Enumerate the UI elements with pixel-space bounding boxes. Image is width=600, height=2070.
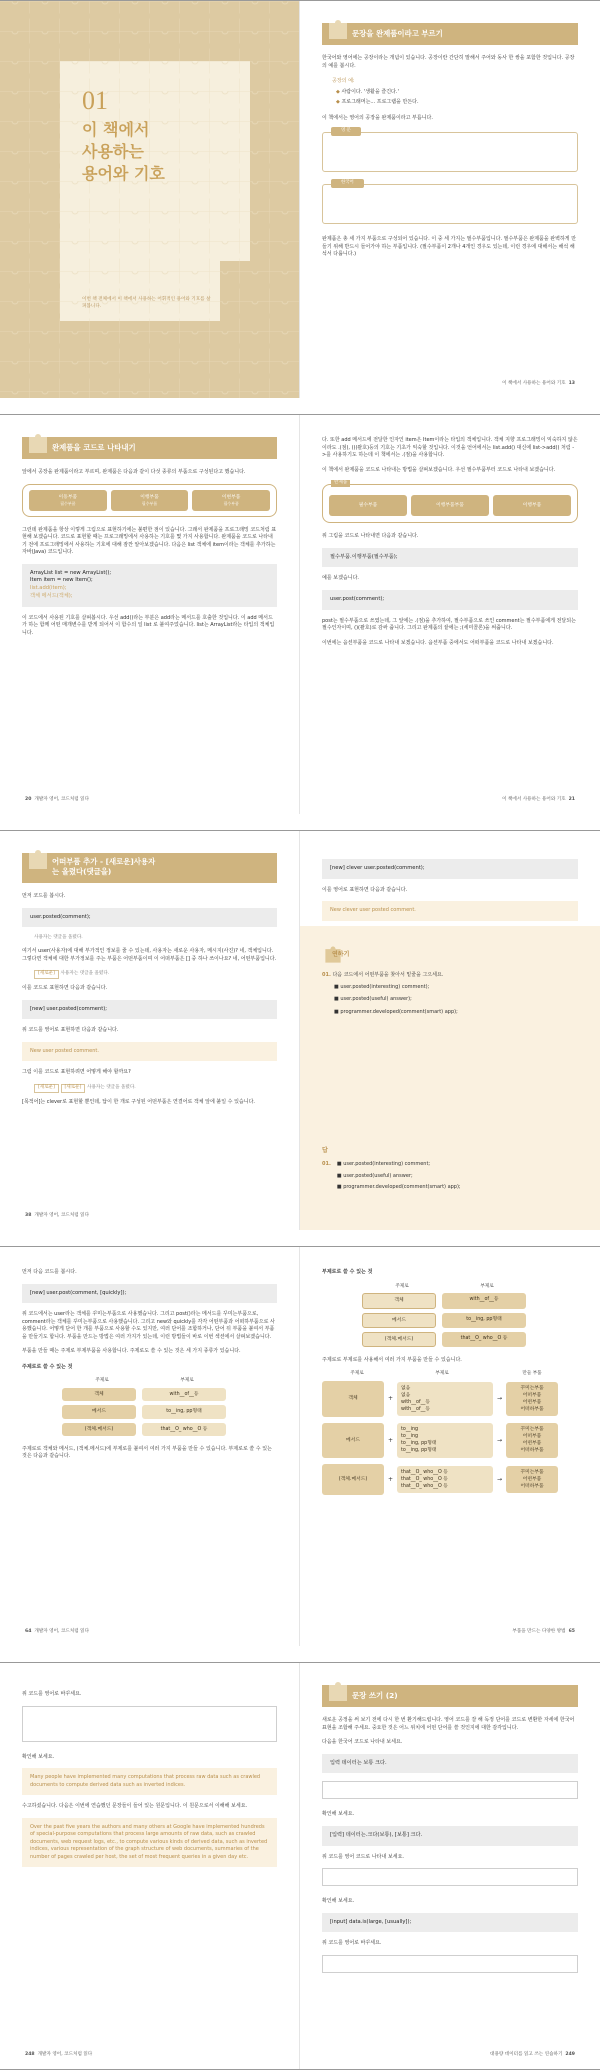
code-block: [input] data.is(large, [usually]); <box>322 1913 578 1933</box>
list-item: ■ user.posted(interesting) comment; <box>336 1161 431 1167</box>
paragraph: 앞에서 공장을 완제품이라고 부르며, 완제품은 다음과 같이 다섯 종류의 부품으로 구성된다고 했습니다. <box>22 469 246 475</box>
square-bullet-icon: ■ <box>336 1161 344 1167</box>
answer-heading: 답 <box>322 1147 328 1154</box>
table-row: 객체 with__of__등 <box>362 1293 532 1308</box>
code-note: 사용자는 댓글을 올렸다. <box>34 935 83 941</box>
page-13 <box>300 1 600 398</box>
bullet-icon: ◆ <box>336 99 342 105</box>
output-block: New clever user posted comment. <box>322 901 578 921</box>
spread-5 <box>0 1662 600 2070</box>
list-item: ■ programmer.developed(comment(smart) app); <box>336 1184 461 1190</box>
arrow-icon: → <box>497 1475 503 1483</box>
code-block: user.posted(comment); <box>22 908 277 928</box>
chapter-title-line-3: 용어와 기호 <box>82 164 165 183</box>
part-chip: 이행부품 필수부품 <box>111 490 189 511</box>
answer-list <box>337 1161 461 1192</box>
square-bullet-icon: ■ <box>336 1172 344 1179</box>
korean-box <box>322 180 578 224</box>
page-20 <box>0 415 300 814</box>
parts-table: 주제로 부제로 객체 with__of__등 메서드 to__ing, pp형태 (객체.메서드) that__O_ who__O 등 <box>62 1378 232 1435</box>
paragraph: 주제로로 객체와 메서드, (객체.메서드)에 부제로를 붙여서 여러 가지 부품을 만들 수 있습니다. 부제로로 쓸 수 있는 것은 다음과 같습니다. <box>22 1445 272 1460</box>
paragraph: 부품을 만들 때는 주제로 부제부품을 사용합니다. 주제로도 쓸 수 있는 것은 세 가지 종류가 있습니다. <box>22 1348 241 1355</box>
paragraph: 먼저 다음 코드를 봅시다. <box>22 1269 77 1275</box>
code-block: user.post(comment); <box>322 590 578 610</box>
combination-table: 주제로 부제로 만들 부품 객체 + 없음 없음 with__of__등 with__of__등 → 꾸미는부품 어떠부품 어떤부품 어떠하부품 메서드 + to__ing to__ing to__ing, pp형태 to__ing, pp형태 → 꾸미는부품 어떠부품 어떤부품 어떠하부품 (객체.메서드) + that__O_ who__O 등 that__O_ who__O 등 that__O_ who__O 등 → 꾸미는부품 어떤부품 어떠하부품 <box>322 1371 578 1494</box>
paragraph: 확인해 보세요. <box>322 1811 355 1818</box>
parts-diagram <box>322 480 578 523</box>
table-row: 메서드 to__ing, pp형태 <box>362 1313 532 1328</box>
spread-1 <box>0 0 600 398</box>
section-title: 문장을 완제품이라고 부르기 <box>352 29 443 38</box>
paragraph: 예를 보겠습니다. <box>322 575 359 582</box>
table-row: 객체 + 없음 없음 with__of__등 with__of__등 → 꾸미는부품 어떠부품 어떤부품 어떠하부품 <box>322 1381 578 1416</box>
list-item: ■ user.posted(useful) answer); <box>334 996 412 1002</box>
paragraph: 새로운 공정을 써 보기 전에 다시 한 번 환기해드립니다. 영어 코드를 잘 해 독정 단어를 코드로 변환한 자세에 한국어 표현을 조합해 주세요. 중요한 것은 어느 위치에 어떤 단어를 쓸 것인지에 대한 감각입니다. <box>322 1717 575 1731</box>
page-footer: 64 개발자 영어, 코드처럼 읽다 <box>25 1629 90 1635</box>
practice-panel: 연하기 01. 다음 코드에서 어떤부품을 찾아서 밑줄을 그으세요. ■ user.posted(interesting) comment); ■ user.posted(useful) answer); ■ programmer.developed(comment(smart) app); 답 01. ■ user.posted(interesting) comment; ■ user.posted(useful) answer; ■ programmer.developed(comment(smart) app); <box>300 926 600 1230</box>
paragraph: 위 코드를 영어로 바꾸세요. <box>22 1691 82 1697</box>
square-bullet-icon: ■ <box>334 996 341 1002</box>
tag: [새로운] <box>34 970 59 979</box>
puzzle-icon <box>25 847 51 873</box>
table-row: 메서드 to__ing, pp형태 <box>62 1405 232 1418</box>
paragraph: 위 코드를 영어로 바꾸세요. <box>322 1940 382 1947</box>
paragraph: 확인해 보세요. <box>22 1753 55 1760</box>
output-block: Over the past five years the authors and many others at Google have implemented hundreds of special-purpose computations that process large amounts of raw data, such as crawled documents, web request logs, etc., to compute various kinds of derived data, such as inverted indices, various representation of the graph structure of web documents, summaries of the number of pages crawled per host, the set of most frequent queries in a given day etc. <box>22 1818 277 1868</box>
code-block: 입력 데이터는 보통 크다. <box>322 1754 578 1774</box>
spread-3 <box>0 830 600 1230</box>
answer-box[interactable] <box>322 1781 578 1799</box>
page-footer: 이 책에서 사용하는 용어와 기호 13 <box>502 381 575 387</box>
code-block: 필수부품.이행부품(필수부품); <box>322 548 578 568</box>
page-21 <box>300 415 600 814</box>
code-block: [입력] 데이터는.크다(보통), [보통] 크다. <box>322 1826 578 1846</box>
puzzle-icon <box>25 431 51 457</box>
page-footer: 248 개발자 영어, 코드처럼 읽다 <box>25 2052 93 2058</box>
paragraph: 위 그림을 코드로 나타내면 다음과 같습니다. <box>322 533 419 540</box>
code-block: [new] clever user.posted(comment); <box>322 859 578 879</box>
paragraph: [목적어]는 clever로 표현할 뿐인데, 답이 한 개로 구성된 어떤부품은 연결어로 객체 앞에 붙일 수 있습니다. <box>22 1098 256 1105</box>
cover-page <box>0 1 300 398</box>
chapter-description: 이번 책 전체에서 이 책에서 사용하는 어휘적인 용어와 기호를 살펴봅니다. <box>82 297 211 309</box>
question-list <box>334 984 578 1017</box>
page-footer: 38 개발자 영어, 코드처럼 읽다 <box>25 1213 90 1219</box>
list-item: ■ programmer.developed(comment(smart) app); <box>334 1008 458 1015</box>
part-chip: 이변부품 필수부품 <box>192 490 270 511</box>
spread-2 <box>0 414 600 814</box>
section-heading <box>322 1685 578 1707</box>
bullet-icon: ◆ <box>336 88 342 95</box>
part-chip: 이동부품 필수부품 <box>29 490 107 511</box>
paragraph: 이를 영어로 표현하면 다음과 같습니다. <box>322 886 408 893</box>
parts-diagram <box>22 484 277 517</box>
table-row: 객체 with__of__등 <box>62 1388 232 1401</box>
square-bullet-icon: ■ <box>334 1008 341 1015</box>
section-title: 문장 쓰기 (2) <box>352 1691 398 1700</box>
table-row: (객체.메서드) that__O_ who__O 등 <box>62 1423 232 1436</box>
paragraph: 다. 또한 add 메서드에 전달한 인자인 item은 Item이라는 타입의 객체입니다. 객체 지향 프로그래밍이 익숙하지 않은 이라도 .(점), ()(괄호)등의 기호는 기초가 익숙할 것입니다. 이것을 언어에서는 list.add() 대신에 list->add() 처럼 ->를 사용하기도 하는데 이 책에서는 .(점)을 사용합니다. <box>322 437 578 458</box>
section-heading <box>22 437 277 459</box>
paragraph: 이 책에서는 영어의 공장을 완제품이라고 부릅니다. <box>322 114 433 121</box>
section-title: 어떠부품 추가 - [새로운]사용자는 올렸다(댓글을) <box>52 857 156 877</box>
puzzle-pattern <box>0 1 300 398</box>
page-248 <box>0 1663 300 2069</box>
page-64 <box>0 1247 300 1646</box>
answer-box[interactable] <box>322 1868 578 1886</box>
paragraph: 위 코드에서는 user라는 객체를 꾸미는부품으로 사용했습니다. 그리고 post()라는 메서드를 꾸미는부품으로, comment라는 객체를 꾸미는부품으로 사용했습니다. 그리고 new와 quickly를 각각 어떤부품과 어떠하부품으로 사용했습니다. 어떻게 단어 한 개를 부품으로 사용할 수도 있지만, 여러 단어를 조합하거나, 단어 뒤 부품을 붙여서 부품을 만들기도 합니다. 부품을 만드는 방법은 여러 가지가 있는데, 이런 방법들이 바로 이번 섹션에서 살펴보겠습니다. <box>22 1311 275 1340</box>
paragraph: 위 코드를 영어 코드로 나타내 보세요. <box>322 1853 404 1860</box>
subheading: 부제로로 쓸 수 있는 것 <box>322 1269 373 1275</box>
paragraph: 그럼 이를 코드로 표현하려면 어떻게 해야 할까요? <box>22 1069 131 1076</box>
arrow-icon: → <box>497 1436 503 1444</box>
answer-box[interactable] <box>322 1955 578 1973</box>
page-39 <box>300 831 600 1230</box>
paragraph: 그런데 완제품을 항상 이렇게 그림으로 표현하기에는 불편한 점이 있습니다. 그래서 완제품을 프로그래밍 코드처럼 표현해 보겠습니다. 코드로 표현할 때는 프로그래밍에서 사용하는 기호를 몇 가지 사용합니다. 완제품을 코드로 나타내기 전에 프로그래밍에서 사용하는 기호에 대해 잠깐 알아보겠습니다. 다음은 list 객체에 item이라는 객체를 추가하는 자바(Java) 코드입니다. <box>22 526 277 556</box>
section-heading <box>322 23 578 45</box>
page-38: 어떠부품 추가 - [새로운]사용자는 올렸다(댓글을) 먼저 코드를 봅시다. user.posted(comment); 사용자는 댓글을 올렸다. 여기서 user(사용자)에 대해 부가적인 정보를 줄 수 있는데, 사용자는 새로운 사용자, 메시지(사진)? 네, 객체입니다. 그렇다면 객체에 대한 부가정보를 주는 부품은 어떤부품이며 이 어떠부품은 [] 중 하나 쓰이나요? 네, 어떤부품입니다. [새로운] 사용자는 댓글을 올렸다. 이를 코드로 표현하면 다음과 같습니다. [new] user.posted(comment); 위 코드를 영어로 표현하면 다음과 같습니다. New user posted comment. 그럼 이를 코드로 표현하려면 어떻게 해야 할까요? [새로운] [새로운] 사용자는 댓글을 올렸다. [목적어]는 clever로 표현할 뿐인데, 답이 한 개로 구성된 어떤부품은 연결어로 객체 앞에 붙일 수 있습니다. 38 개발자 영어, 코드처럼 읽다 <box>0 831 300 1230</box>
paragraph: 위 코드를 영어로 표현하면 다음과 같습니다. <box>22 1027 119 1034</box>
paragraph: 이 책에서 완제품을 코드로 나타내는 방법을 살펴보겠습니다. 우선 필수부품부터 코드로 나타내 보겠습니다. <box>322 466 556 473</box>
puzzle-icon <box>325 17 351 43</box>
paragraph: 이번에는 옵션부품을 코드로 나타내 보겠습니다. 옵션부품 중에서도 어떠부품을 코드로 나타내 보겠습니다. <box>322 639 554 646</box>
chapter-title-line-2: 사용하는 <box>82 142 144 161</box>
paragraph: 다음을 한국어 코드로 나타내 보세요. <box>322 1739 403 1745</box>
paragraph: 확인해 보세요. <box>322 1898 355 1905</box>
paragraph: 주제로로 부제로를 사용해서 여러 가지 부품을 만들 수 있습니다. <box>322 1356 462 1363</box>
part-chip: 이행부품부품 <box>411 495 489 516</box>
spread-4 <box>0 1246 600 1646</box>
list-item: ◆ 프로그래머는... 프로그램을 만든다. <box>336 99 419 105</box>
page-249 <box>300 1663 600 2069</box>
section-heading <box>22 853 277 883</box>
chapter-title-line-1: 이 책에서 <box>82 120 150 139</box>
page-footer: 부품을 만드는 다양한 방법 65 <box>512 1629 575 1635</box>
box-label: 영 문 <box>331 127 361 136</box>
table-row: (객체.메서드) that__O_ who__O 등 <box>362 1332 532 1347</box>
example-list <box>336 89 578 107</box>
diagram-label: 완제품 <box>331 480 350 487</box>
page-65 <box>300 1247 600 1646</box>
paragraph: 먼저 코드를 봅시다. <box>22 893 66 899</box>
output-block: New user posted comment. <box>22 1042 277 1062</box>
tag: [새로운] <box>34 1084 59 1093</box>
paragraph: 완제품은 총 세 가지 부품으로 구성되어 있습니다. 이 중 세 가지는 필수부품입니다. 필수부품은 완제품을 완벽하게 만들기 위해 반드시 들어가야 하는 부품입니다. (필수부품이 2개나 4개인 경우도 있는데, 이런 경우에 대해서는 해석 해석서 다룹니다.) <box>322 236 577 257</box>
output-block: Many people have implemented many computations that process raw data such as crawled documents to compute derived data such as inverted indices. <box>22 1768 277 1795</box>
square-bullet-icon: ■ <box>336 1184 344 1190</box>
section-title: 완제품을 코드로 나타내기 <box>52 443 136 452</box>
paragraph: 수고하셨습니다. 다음은 이번에 연습했던 문장들이 들어 있는 원문입니다. 이 원문으로서 이해해 보세요. <box>22 1803 248 1809</box>
chapter-number: 01 <box>82 86 108 115</box>
list-item: ■ user.posted(interesting) comment); <box>334 983 430 990</box>
table-row: 메서드 + to__ing to__ing to__ing, pp형태 to__ing, pp형태 → 꾸미는부품 어떠부품 어떤부품 어떠하부품 <box>322 1423 578 1458</box>
table-row: (객체.메서드) + that__O_ who__O 등 that__O_ who__O 등 that__O_ who__O 등 → 꾸미는부품 어떤부품 어떠하부품 <box>322 1464 578 1495</box>
examples-label: 공장의 예: <box>332 78 355 84</box>
tag: [새로운] <box>61 1084 86 1093</box>
list-item: ◆ 사람이다. '생활을 즐긴다.' <box>336 88 399 95</box>
paragraph: 이 코드에서 사용된 기호를 살펴봅시다. 우선 add()라는 부분은 add라는 메서드를 호출한 것입니다. 이 add 메서드가 하는 함께 어떤 매개변수를 받게 되어서 이 함수의 일 list 로 붙여주었습니다. list는 ArrayList라는 타입의 객체입니다. <box>22 614 275 636</box>
page-footer: 20 개발자 영어, 코드처럼 읽다 <box>25 797 90 803</box>
code-block: ArrayList list = new ArrayList(); Item item = new Item(); list.add(item); 객체 메서드(객체); <box>22 564 277 607</box>
arrow-icon: → <box>497 1395 503 1403</box>
paragraph: 이를 코드로 표현하면 다음과 같습니다. <box>22 985 108 992</box>
english-box <box>322 128 578 172</box>
chapter-title <box>82 119 165 185</box>
answer-box[interactable] <box>22 1706 277 1742</box>
page-footer: 이 책에서 사용하는 용어와 기호 21 <box>502 797 575 803</box>
code-block: [new] user.posted(comment); <box>22 1000 277 1020</box>
paragraph: post는 필수부품으로 쓰였는데, 그 앞에는 .(점)을 추가하여, 필수부품으로 쓰인 comment는 필수부품에게 전달되는 필수인자이며, ()(괄호)로 감싸 줍니다. 그리고 완제품의 끝에는 ;(세미콜론)을 써줍니다. <box>322 617 576 632</box>
parts-table: 주제로 부제로 객체 with__of__등 메서드 to__ing, pp형태 (객체.메서드) that__O_ who__O 등 <box>362 1284 532 1347</box>
square-bullet-icon: ■ <box>334 983 341 990</box>
paragraph: 여기서 user(사용자)에 대해 부가적인 정보를 줄 수 있는데, 사용자는 새로운 사용자, 메시지(사진)? 네, 객체입니다. 그렇다면 객체에 대한 부가정보를 주는 부품은 어떤부품이며 이 어떠부품은 [] 중 하나 쓰이나요? 네, 어떤부품입니다. <box>22 948 277 962</box>
page-footer: 대용량 데이터를 읽고 쓰는 연습하기 249 <box>490 2052 575 2058</box>
subheading: 주제로로 쓸 수 있는 것 <box>22 1363 73 1370</box>
code-block: [new] user.post(comment, [quickly]); <box>22 1284 277 1304</box>
box-label: 한국어 <box>331 179 364 188</box>
part-chip: 이행부품 <box>493 495 571 516</box>
part-chip: 필수부품 <box>329 495 407 516</box>
paragraph: 한국어와 영어에는 공장이라는 개념이 있습니다. 공장이란 간단히 말해서 주어와 동사 한 쌍을 포함한 것입니다. 공장의 예를 봅시다. <box>322 55 575 69</box>
practice-heading: 연하기 <box>322 944 578 964</box>
puzzle-icon <box>325 1679 351 1705</box>
list-item: ■ user.posted(useful) answer; <box>336 1172 413 1179</box>
